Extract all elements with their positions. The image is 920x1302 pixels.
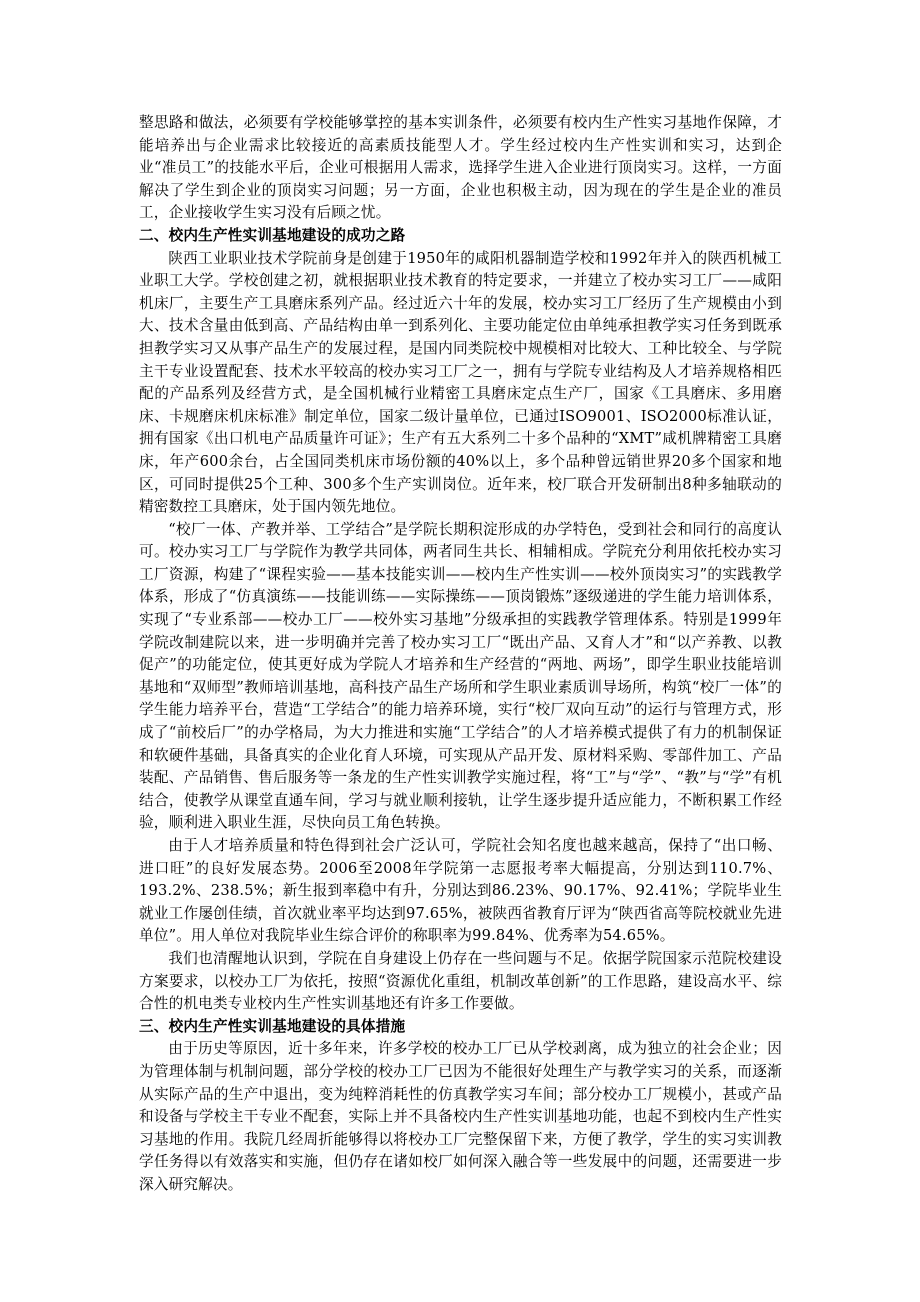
document-page (139, 112, 782, 1197)
paragraph-specific-measures: 由于历史等原因，近十多年来，许多学校的校办工厂已从学校剥离，成为独立的社会企业；因为管理体制与机制问题，部分学校的校办工厂已因为不能很好处理生产与教学实习的关系，而逐渐从实际产品的生产中退出，变为纯粹消耗性的仿真教学实习车间；部分校办工厂规模小，甚或产品和设备与学校主干专业不配套，实际上并不具备校内生产性实训基地功能，也起不到校内生产性实习基地的作用。我院几经周折能够得以将校办工厂完整保留下来，方便了教学，学生的实习实训教学任务得以有效落实和实施，但仍存在诸如校厂如何深入融合等一些发展中的问题，还需要进一步深入研究解决。 (139, 1040, 782, 1193)
paragraph-shortcomings: 我们也清醒地认识到，学院在自身建设上仍存在一些问题与不足。依据学院国家示范院校建设方案要求，以校办工厂为依托，按照“资源优化重组，机制改革创新”的工作思路，建设高水平、综合性的机电类专业校内生产性实训基地还有许多工作要做。 (139, 949, 782, 1013)
paragraph-school-factory-integration: “校厂一体、产教并举、工学结合”是学院长期积淀形成的办学特色，受到社会和同行的高度认可。校办实习工厂与学院作为教学共同体，两者同生共长、相辅相成。学院充分利用依托校办实习工厂资源，构建了“课程实验——基本技能实训——校内生产性实训——校外顶岗实习”的实践教学体系，形成了“仿真演练——技能训练——实际操练——顶岗锻炼”逐级递进的学生能力培训体系，实现了“专业系部——校办工厂——校外实习基地”分级承担的实践教学管理体系。特别是1999年学院改制建院以来，进一步明确并完善了校办实习工厂“既出产品、又育人才”和“以产养教、以教促产”的功能定位，使其更好成为学院人才培养和生产经营的“两地、两场”，即学生职业技能培训基地和“双师型”教师培训基地，高科技产品生产场所和学生职业素质训导场所，构筑“校厂一体”的学生能力培养平台，营造“工学结合”的能力培养环境，实行“校厂双向互动”的运行与管理方式，形成了“前校后厂”的办学格局，为大力推进和实施“工学结合”的人才培养模式提供了有力的机制保证和软硬件基础，具备真实的企业化育人环境，可实现从产品开发、原材料采购、零部件加工、产品装配、产品销售、售后服务等一条龙的生产性实训教学实施过程，将“工”与“学”、“教”与“学”有机结合，使教学从课堂直通车间，学习与就业顺利接轨，让学生逐步提升适应能力，不断积累工作经验，顺利进入职业生涯，尽快向员工角色转换。 (139, 520, 782, 832)
section-heading-2: 二、校内生产性实训基地建设的成功之路 (139, 226, 406, 244)
section-heading-3: 三、校内生产性实训基地建设的具体措施 (139, 1017, 406, 1035)
paragraph-college-history: 陕西工业职业技术学院前身是创建于1950年的咸阳机器制造学校和1992年并入的陕西机械工业职工大学。学校创建之初，就根据职业技术教育的特定要求，一并建立了校办实习工厂——咸阳机床厂，主要生产工具磨床系列产品。经过近六十年的发展，校办实习工厂经历了生产规模由小到大、技术含量由低到高、产品结构由单一到系列化、主要功能定位由单纯承担教学实习任务到既承担教学实习又从事产品生产的发展过程，是国内同类院校中规模相对比较大、工种比较全、与学院主干专业设置配套、技术水平较高的校办实习工厂之一，拥有与学院专业结构及人才培养规格相匹配的产品系列及经营方式，是全国机械行业精密工具磨床定点生产厂，国家《工具磨床、多用磨床、卡规磨床机床标准》制定单位，国家二级计量单位，已通过ISO9001、ISO2000标准认证，拥有国家《出口机电产品质量许可证》；生产有五大系列二十多个品种的“XMT”咸机牌精密工具磨床，年产600余台，占全国同类机床市场份额的40%以上，多个品种曾远销世界20多个国家和地区，可同时提供25个工种、300多个生产实训岗位。近年来，校厂联合开发研制出8种多轴联动的精密数控工具磨床，处于国内领先地位。 (139, 249, 782, 516)
paragraph-enrollment-employment: 由于人才培养质量和特色得到社会广泛认可，学院社会知名度也越来越高，保持了“出口畅、进口旺”的良好发展态势。2006至2008年学院第一志愿报考率大幅提高，分别达到110.7%、193.2%、238.5%；新生报到率稳中有升，分别达到86.23%、90.17%、92.41%；学院毕业生就业工作屡创佳绩，首次就业率平均达到97.65%，被陕西省教育厅评为“陕西省高等院校就业先进单位”。用人单位对我院毕业生综合评价的称职率为99.84%、优秀率为54.65%。 (139, 837, 782, 945)
paragraph-continuation: 整思路和做法，必须要有学校能够掌控的基本实训条件，必须要有校内生产性实习基地作保障，才能培养出与企业需求比较接近的高素质技能型人才。学生经过校内生产性实训和实习，达到企业“准员工”的技能水平后，企业可根据用人需求，选择学生进入企业进行顶岗实习。这样，一方面解决了学生到企业的顶岗实习问题；另一方面，企业也积极主动，因为现在的学生是企业的准员工，企业接收学生实习没有后顾之忧。 (139, 114, 782, 222)
